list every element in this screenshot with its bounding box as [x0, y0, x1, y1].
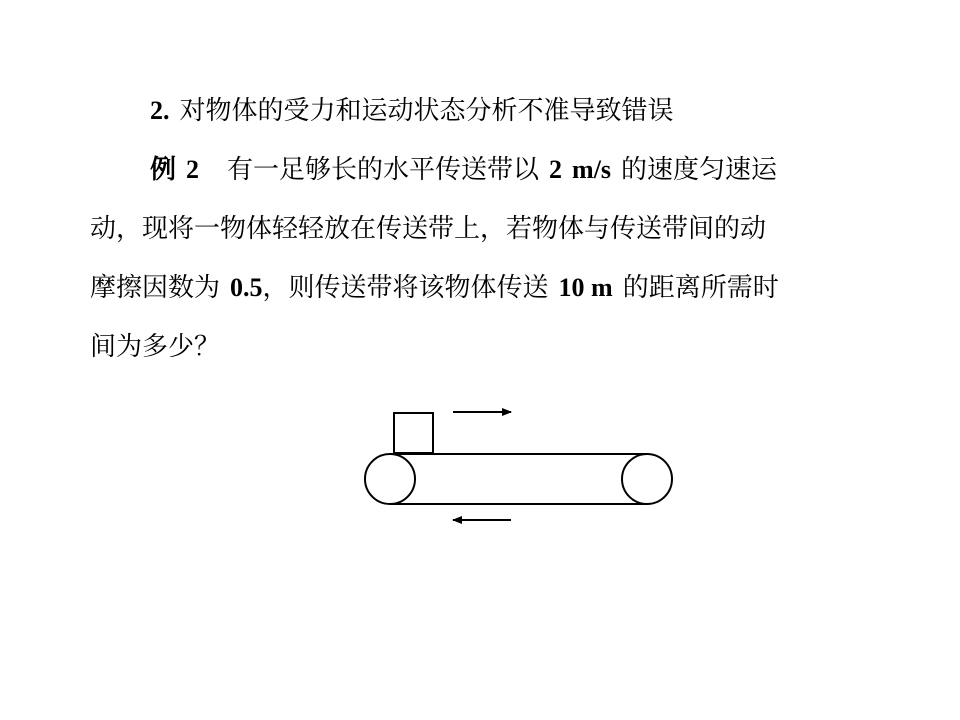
object-block — [394, 413, 433, 453]
problem-line-3 — [90, 271, 779, 305]
example-number: 2 — [186, 155, 200, 184]
distance-value: 10 m — [558, 273, 613, 302]
problem-text-3-head: 摩擦因数为 — [90, 273, 221, 303]
heading-number: 2. — [150, 96, 170, 125]
problem-text-2: 动，现将一物体轻轻放在传送带上，若物体与传送带间的动 — [90, 214, 767, 244]
problem-text-3-tail: 的距离所需时 — [622, 273, 779, 303]
left-pulley — [365, 454, 415, 504]
problem-line-4 — [90, 330, 220, 364]
example-label: 例 — [150, 155, 177, 184]
problem-text-4: 间为多少？ — [90, 332, 221, 362]
problem-line-1 — [150, 153, 777, 187]
speed-value: 2 — [549, 155, 563, 184]
problem-text-1-tail: 的速度匀速运 — [621, 155, 778, 185]
speed-unit: m/s — [572, 155, 612, 184]
section-heading — [150, 94, 674, 128]
problem-line-2 — [90, 212, 766, 246]
heading-text: 对物体的受力和运动状态分析不准导致错误 — [179, 96, 674, 126]
right-pulley — [622, 454, 672, 504]
problem-text-3-mid: ，则传送带将该物体传送 — [262, 273, 549, 303]
conveyor-belt-diagram — [355, 400, 685, 530]
problem-text-1: 有一足够长的水平传送带以 — [227, 155, 540, 185]
friction-coefficient: 0.5 — [230, 273, 263, 302]
